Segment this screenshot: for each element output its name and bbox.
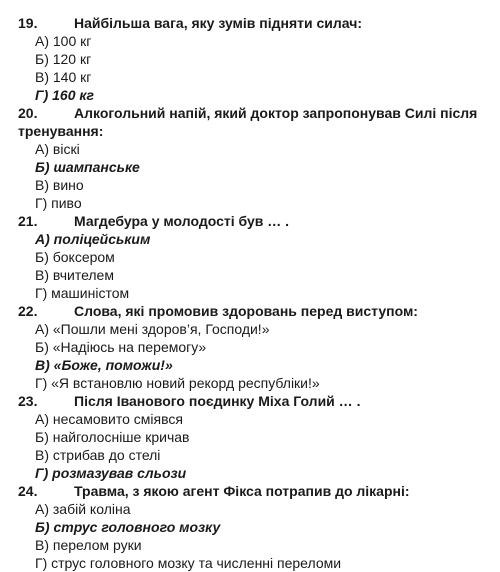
options-list bbox=[0, 410, 500, 482]
option-c: В) перелом руки bbox=[35, 537, 142, 553]
option-b: Б) найголосніше кричав bbox=[35, 429, 190, 445]
option-d: Г) струс головного мозку та численні переломи bbox=[35, 555, 342, 571]
question-text: Магдебура у молодості був … . bbox=[74, 213, 290, 229]
option-a: А) 100 кг bbox=[35, 33, 92, 49]
options-list bbox=[0, 140, 500, 212]
option-a: А) несамовито сміявся bbox=[35, 411, 183, 427]
question-23 bbox=[0, 392, 500, 482]
option-b-correct: Б) струс головного мозку bbox=[35, 519, 221, 535]
question-text: Слова, які промовив здоровань перед виступом: bbox=[74, 303, 418, 319]
question-header bbox=[0, 212, 500, 230]
question-text: Найбільша вага, яку зумів підняти силач: bbox=[74, 15, 363, 31]
option-d: Г) «Я встановлю новий рекорд республіки!» bbox=[35, 375, 320, 391]
option-c: В) вчителем bbox=[35, 267, 114, 283]
question-header bbox=[0, 302, 500, 320]
option-c: В) вино bbox=[35, 177, 84, 193]
option-a: А) забій коліна bbox=[35, 501, 131, 517]
question-header bbox=[0, 392, 500, 410]
question-24 bbox=[0, 482, 500, 572]
option-a-correct: А) поліцейським bbox=[35, 231, 151, 247]
option-d: Г) машиністом bbox=[35, 285, 130, 301]
option-b: Б) 120 кг bbox=[35, 51, 92, 67]
question-number: 21. bbox=[18, 213, 38, 229]
option-c: В) стрибав до стелі bbox=[35, 447, 161, 463]
option-a: А) «Пошли мені здоров’я, Господи!» bbox=[35, 321, 270, 337]
option-a: А) віскі bbox=[35, 141, 80, 157]
question-text: Алкогольний напій, який доктор запропонував Силі після тренування: bbox=[18, 105, 478, 139]
option-d: Г) пиво bbox=[35, 195, 82, 211]
question-text: Після Іванового поєдинку Міха Голий … . bbox=[74, 393, 361, 409]
options-list bbox=[0, 500, 500, 572]
options-list bbox=[0, 320, 500, 392]
option-b-correct: Б) шампанське bbox=[35, 159, 140, 175]
question-number: 22. bbox=[18, 303, 38, 319]
option-b: Б) боксером bbox=[35, 249, 115, 265]
question-22 bbox=[0, 302, 500, 392]
question-number: 23. bbox=[18, 393, 38, 409]
question-20 bbox=[0, 104, 500, 212]
option-d-correct: Г) розмазував сльози bbox=[35, 465, 187, 481]
question-number: 19. bbox=[18, 15, 38, 31]
option-c: В) 140 кг bbox=[35, 69, 92, 85]
options-list bbox=[0, 32, 500, 104]
option-c-correct: В) «Боже, поможи!» bbox=[35, 357, 173, 373]
question-21 bbox=[0, 212, 500, 302]
options-list bbox=[0, 230, 500, 302]
question-19 bbox=[0, 14, 500, 104]
option-b: Б) «Надіюсь на перемогу» bbox=[35, 339, 207, 355]
question-header bbox=[0, 14, 500, 32]
option-d-correct: Г) 160 кг bbox=[35, 87, 94, 103]
question-number: 20. bbox=[18, 105, 38, 121]
question-text: Травма, з якою агент Фікса потрапив до лікарні: bbox=[74, 483, 410, 499]
question-header bbox=[0, 104, 500, 140]
question-header bbox=[0, 482, 500, 500]
question-number: 24. bbox=[18, 483, 38, 499]
